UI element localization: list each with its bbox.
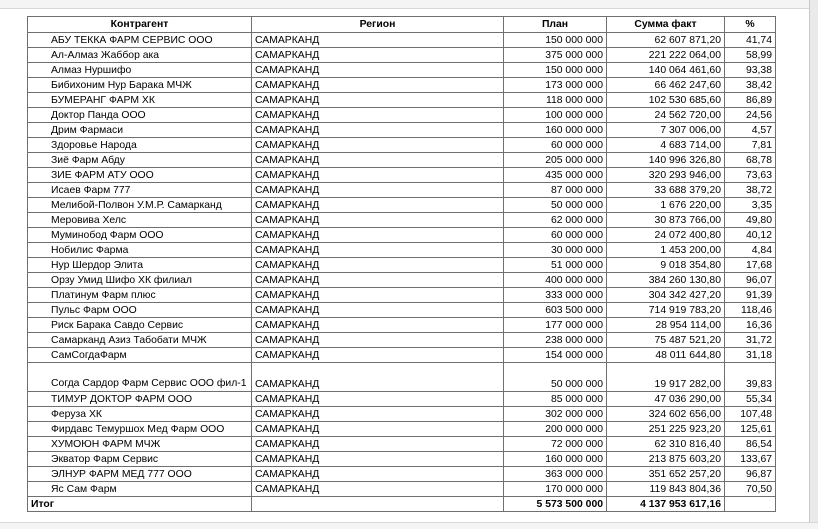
plan-cell: 177 000 000 bbox=[504, 318, 607, 333]
counterparty-cell: Нобилис Фарма bbox=[28, 243, 252, 258]
fact-sum-cell: 7 307 006,00 bbox=[607, 123, 725, 138]
plan-cell: 160 000 000 bbox=[504, 452, 607, 467]
counterparty-cell: Зиё Фарм Абду bbox=[28, 153, 252, 168]
table-row bbox=[28, 392, 776, 407]
region-cell: САМАРКАНД bbox=[252, 213, 504, 228]
region-cell: САМАРКАНД bbox=[252, 153, 504, 168]
plan-cell: 238 000 000 bbox=[504, 333, 607, 348]
percent-cell: 38,42 bbox=[725, 78, 776, 93]
table-row bbox=[28, 198, 776, 213]
column-header-region: Регион bbox=[252, 17, 504, 33]
region-cell: САМАРКАНД bbox=[252, 33, 504, 48]
plan-cell: 87 000 000 bbox=[504, 183, 607, 198]
fact-sum-cell: 213 875 603,20 bbox=[607, 452, 725, 467]
percent-cell: 16,36 bbox=[725, 318, 776, 333]
region-cell: САМАРКАНД bbox=[252, 348, 504, 363]
fact-sum-cell: 119 843 804,36 bbox=[607, 482, 725, 497]
plan-cell: 50 000 000 bbox=[504, 198, 607, 213]
region-cell: САМАРКАНД bbox=[252, 183, 504, 198]
fact-sum-cell: 47 036 290,00 bbox=[607, 392, 725, 407]
report-sheet bbox=[27, 16, 776, 512]
region-cell: САМАРКАНД bbox=[252, 123, 504, 138]
table-row bbox=[28, 333, 776, 348]
region-cell: САМАРКАНД bbox=[252, 303, 504, 318]
table-row bbox=[28, 273, 776, 288]
region-cell: САМАРКАНД bbox=[252, 392, 504, 407]
table-row bbox=[28, 93, 776, 108]
table-row bbox=[28, 318, 776, 333]
table-row bbox=[28, 348, 776, 363]
percent-cell: 38,72 bbox=[725, 183, 776, 198]
plan-cell: 400 000 000 bbox=[504, 273, 607, 288]
counterparty-cell: Риск Барака Савдо Сервис bbox=[28, 318, 252, 333]
total-plan: 5 573 500 000 bbox=[504, 497, 607, 512]
counterparty-cell: Феруза ХК bbox=[28, 407, 252, 422]
fact-sum-cell: 251 225 923,20 bbox=[607, 422, 725, 437]
percent-cell: 7,81 bbox=[725, 138, 776, 153]
table-row bbox=[28, 437, 776, 452]
region-cell: САМАРКАНД bbox=[252, 168, 504, 183]
column-header-fact-sum: Сумма факт bbox=[607, 17, 725, 33]
table-row bbox=[28, 303, 776, 318]
counterparty-cell: ХУМОЮН ФАРМ МЧЖ bbox=[28, 437, 252, 452]
percent-cell: 31,72 bbox=[725, 333, 776, 348]
plan-fact-table bbox=[27, 16, 776, 512]
table-row bbox=[28, 258, 776, 273]
counterparty-cell: ЭЛНУР ФАРМ МЕД 777 ООО bbox=[28, 467, 252, 482]
counterparty-cell: Яс Сам Фарм bbox=[28, 482, 252, 497]
counterparty-cell: Ал-Алмаз Жаббор ака bbox=[28, 48, 252, 63]
percent-cell: 55,34 bbox=[725, 392, 776, 407]
table-row bbox=[28, 153, 776, 168]
percent-cell: 86,54 bbox=[725, 437, 776, 452]
fact-sum-cell: 28 954 114,00 bbox=[607, 318, 725, 333]
counterparty-cell: Бибихоним Нур Барака МЧЖ bbox=[28, 78, 252, 93]
fact-sum-cell: 140 996 326,80 bbox=[607, 153, 725, 168]
fact-sum-cell: 48 011 644,80 bbox=[607, 348, 725, 363]
region-cell: САМАРКАНД bbox=[252, 318, 504, 333]
plan-cell: 603 500 000 bbox=[504, 303, 607, 318]
table-row bbox=[28, 33, 776, 48]
table-row bbox=[28, 228, 776, 243]
region-cell: САМАРКАНД bbox=[252, 108, 504, 123]
plan-cell: 51 000 000 bbox=[504, 258, 607, 273]
percent-cell: 24,56 bbox=[725, 108, 776, 123]
total-row bbox=[28, 497, 776, 512]
plan-cell: 100 000 000 bbox=[504, 108, 607, 123]
counterparty-cell: Меровива Хелс bbox=[28, 213, 252, 228]
counterparty-cell: Исаев Фарм 777 bbox=[28, 183, 252, 198]
counterparty-cell: Платинум Фарм плюс bbox=[28, 288, 252, 303]
plan-cell: 60 000 000 bbox=[504, 228, 607, 243]
fact-sum-cell: 351 652 257,20 bbox=[607, 467, 725, 482]
fact-sum-cell: 102 530 685,60 bbox=[607, 93, 725, 108]
region-cell: САМАРКАНД bbox=[252, 93, 504, 108]
plan-cell: 62 000 000 bbox=[504, 213, 607, 228]
percent-cell: 31,18 bbox=[725, 348, 776, 363]
percent-cell: 91,39 bbox=[725, 288, 776, 303]
plan-cell: 170 000 000 bbox=[504, 482, 607, 497]
fact-sum-cell: 9 018 354,80 bbox=[607, 258, 725, 273]
fact-sum-cell: 140 064 461,60 bbox=[607, 63, 725, 78]
region-cell: САМАРКАНД bbox=[252, 482, 504, 497]
plan-cell: 85 000 000 bbox=[504, 392, 607, 407]
plan-cell: 173 000 000 bbox=[504, 78, 607, 93]
counterparty-cell: СамСогдаФарм bbox=[28, 348, 252, 363]
percent-cell: 68,78 bbox=[725, 153, 776, 168]
table-row bbox=[28, 243, 776, 258]
percent-cell: 125,61 bbox=[725, 422, 776, 437]
region-cell: САМАРКАНД bbox=[252, 63, 504, 78]
table-row bbox=[28, 363, 776, 392]
table-row bbox=[28, 407, 776, 422]
counterparty-cell: Доктор Панда ООО bbox=[28, 108, 252, 123]
header-row bbox=[28, 17, 776, 33]
region-cell: САМАРКАНД bbox=[252, 228, 504, 243]
table-row bbox=[28, 63, 776, 78]
plan-cell: 154 000 000 bbox=[504, 348, 607, 363]
percent-cell: 73,63 bbox=[725, 168, 776, 183]
plan-cell: 333 000 000 bbox=[504, 288, 607, 303]
plan-cell: 363 000 000 bbox=[504, 467, 607, 482]
plan-cell: 200 000 000 bbox=[504, 422, 607, 437]
table-row bbox=[28, 168, 776, 183]
region-cell: САМАРКАНД bbox=[252, 48, 504, 63]
total-percent-cell bbox=[725, 497, 776, 512]
region-cell: САМАРКАНД bbox=[252, 422, 504, 437]
percent-cell: 70,50 bbox=[725, 482, 776, 497]
fact-sum-cell: 62 310 816,40 bbox=[607, 437, 725, 452]
region-cell: САМАРКАНД bbox=[252, 363, 504, 392]
percent-cell: 86,89 bbox=[725, 93, 776, 108]
region-cell: САМАРКАНД bbox=[252, 243, 504, 258]
counterparty-cell: Нур Шердор Элита bbox=[28, 258, 252, 273]
fact-sum-cell: 75 487 521,20 bbox=[607, 333, 725, 348]
fact-sum-cell: 33 688 379,20 bbox=[607, 183, 725, 198]
percent-cell: 96,07 bbox=[725, 273, 776, 288]
fact-sum-cell: 1 676 220,00 bbox=[607, 198, 725, 213]
table-row bbox=[28, 452, 776, 467]
percent-cell: 17,68 bbox=[725, 258, 776, 273]
table-row bbox=[28, 482, 776, 497]
counterparty-cell: Алмаз Нуршифо bbox=[28, 63, 252, 78]
percent-cell: 3,35 bbox=[725, 198, 776, 213]
region-cell: САМАРКАНД bbox=[252, 407, 504, 422]
plan-cell: 118 000 000 bbox=[504, 93, 607, 108]
window-bottom-edge bbox=[0, 522, 818, 529]
counterparty-cell: Пульс Фарм ООО bbox=[28, 303, 252, 318]
plan-cell: 150 000 000 bbox=[504, 63, 607, 78]
plan-cell: 50 000 000 bbox=[504, 363, 607, 392]
region-cell: САМАРКАНД bbox=[252, 333, 504, 348]
table-row bbox=[28, 183, 776, 198]
plan-cell: 302 000 000 bbox=[504, 407, 607, 422]
plan-cell: 435 000 000 bbox=[504, 168, 607, 183]
counterparty-cell: Самарканд Азиз Табобати МЧЖ bbox=[28, 333, 252, 348]
fact-sum-cell: 66 462 247,60 bbox=[607, 78, 725, 93]
table-row bbox=[28, 422, 776, 437]
plan-cell: 60 000 000 bbox=[504, 138, 607, 153]
counterparty-cell: Экватор Фарм Сервис bbox=[28, 452, 252, 467]
region-cell: САМАРКАНД bbox=[252, 78, 504, 93]
table-row bbox=[28, 78, 776, 93]
percent-cell: 107,48 bbox=[725, 407, 776, 422]
percent-cell: 41,74 bbox=[725, 33, 776, 48]
table-row bbox=[28, 138, 776, 153]
total-region-cell bbox=[252, 497, 504, 512]
percent-cell: 118,46 bbox=[725, 303, 776, 318]
percent-cell: 4,57 bbox=[725, 123, 776, 138]
counterparty-cell: Дрим Фармаси bbox=[28, 123, 252, 138]
fact-sum-cell: 24 072 400,80 bbox=[607, 228, 725, 243]
counterparty-cell: АБУ ТЕККА ФАРМ СЕРВИС ООО bbox=[28, 33, 252, 48]
region-cell: САМАРКАНД bbox=[252, 452, 504, 467]
fact-sum-cell: 320 293 946,00 bbox=[607, 168, 725, 183]
plan-cell: 150 000 000 bbox=[504, 33, 607, 48]
fact-sum-cell: 384 260 130,80 bbox=[607, 273, 725, 288]
fact-sum-cell: 24 562 720,00 bbox=[607, 108, 725, 123]
plan-cell: 72 000 000 bbox=[504, 437, 607, 452]
column-header-counterparty: Контрагент bbox=[28, 17, 252, 33]
percent-cell: 93,38 bbox=[725, 63, 776, 78]
percent-cell: 58,99 bbox=[725, 48, 776, 63]
window-right-edge bbox=[809, 0, 818, 529]
percent-cell: 39,83 bbox=[725, 363, 776, 392]
plan-cell: 160 000 000 bbox=[504, 123, 607, 138]
region-cell: САМАРКАНД bbox=[252, 288, 504, 303]
fact-sum-cell: 19 917 282,00 bbox=[607, 363, 725, 392]
table-row bbox=[28, 213, 776, 228]
percent-cell: 49,80 bbox=[725, 213, 776, 228]
counterparty-cell: ЗИЕ ФАРМ АТУ ООО bbox=[28, 168, 252, 183]
table-row bbox=[28, 108, 776, 123]
fact-sum-cell: 304 342 427,20 bbox=[607, 288, 725, 303]
column-header-plan: План bbox=[504, 17, 607, 33]
table-row bbox=[28, 467, 776, 482]
fact-sum-cell: 62 607 871,20 bbox=[607, 33, 725, 48]
region-cell: САМАРКАНД bbox=[252, 437, 504, 452]
fact-sum-cell: 324 602 656,00 bbox=[607, 407, 725, 422]
table-row bbox=[28, 123, 776, 138]
plan-cell: 205 000 000 bbox=[504, 153, 607, 168]
column-header-percent: % bbox=[725, 17, 776, 33]
region-cell: САМАРКАНД bbox=[252, 273, 504, 288]
table-row bbox=[28, 288, 776, 303]
total-label: Итог bbox=[28, 497, 252, 512]
plan-cell: 30 000 000 bbox=[504, 243, 607, 258]
percent-cell: 96,87 bbox=[725, 467, 776, 482]
fact-sum-cell: 714 919 783,20 bbox=[607, 303, 725, 318]
counterparty-cell: ТИМУР ДОКТОР ФАРМ ООО bbox=[28, 392, 252, 407]
fact-sum-cell: 30 873 766,00 bbox=[607, 213, 725, 228]
region-cell: САМАРКАНД bbox=[252, 138, 504, 153]
fact-sum-cell: 4 683 714,00 bbox=[607, 138, 725, 153]
table-row bbox=[28, 48, 776, 63]
fact-sum-cell: 1 453 200,00 bbox=[607, 243, 725, 258]
counterparty-cell: Орзу Умид Шифо ХК филиал bbox=[28, 273, 252, 288]
counterparty-cell: Согда Сардор Фарм Сервис ООО фил-1 bbox=[28, 363, 252, 392]
counterparty-cell: Здоровье Народа bbox=[28, 138, 252, 153]
fact-sum-cell: 221 222 064,00 bbox=[607, 48, 725, 63]
counterparty-cell: Мелибой-Полвон У.М.Р. Самарканд bbox=[28, 198, 252, 213]
region-cell: САМАРКАНД bbox=[252, 467, 504, 482]
total-fact-sum: 4 137 953 617,16 bbox=[607, 497, 725, 512]
window-top-edge bbox=[0, 0, 810, 9]
region-cell: САМАРКАНД bbox=[252, 198, 504, 213]
plan-cell: 375 000 000 bbox=[504, 48, 607, 63]
counterparty-cell: БУМЕРАНГ ФАРМ ХК bbox=[28, 93, 252, 108]
percent-cell: 40,12 bbox=[725, 228, 776, 243]
region-cell: САМАРКАНД bbox=[252, 258, 504, 273]
percent-cell: 4,84 bbox=[725, 243, 776, 258]
counterparty-cell: Муминобод Фарм ООО bbox=[28, 228, 252, 243]
counterparty-cell: Фирдавс Темуршох Мед Фарм ООО bbox=[28, 422, 252, 437]
percent-cell: 133,67 bbox=[725, 452, 776, 467]
